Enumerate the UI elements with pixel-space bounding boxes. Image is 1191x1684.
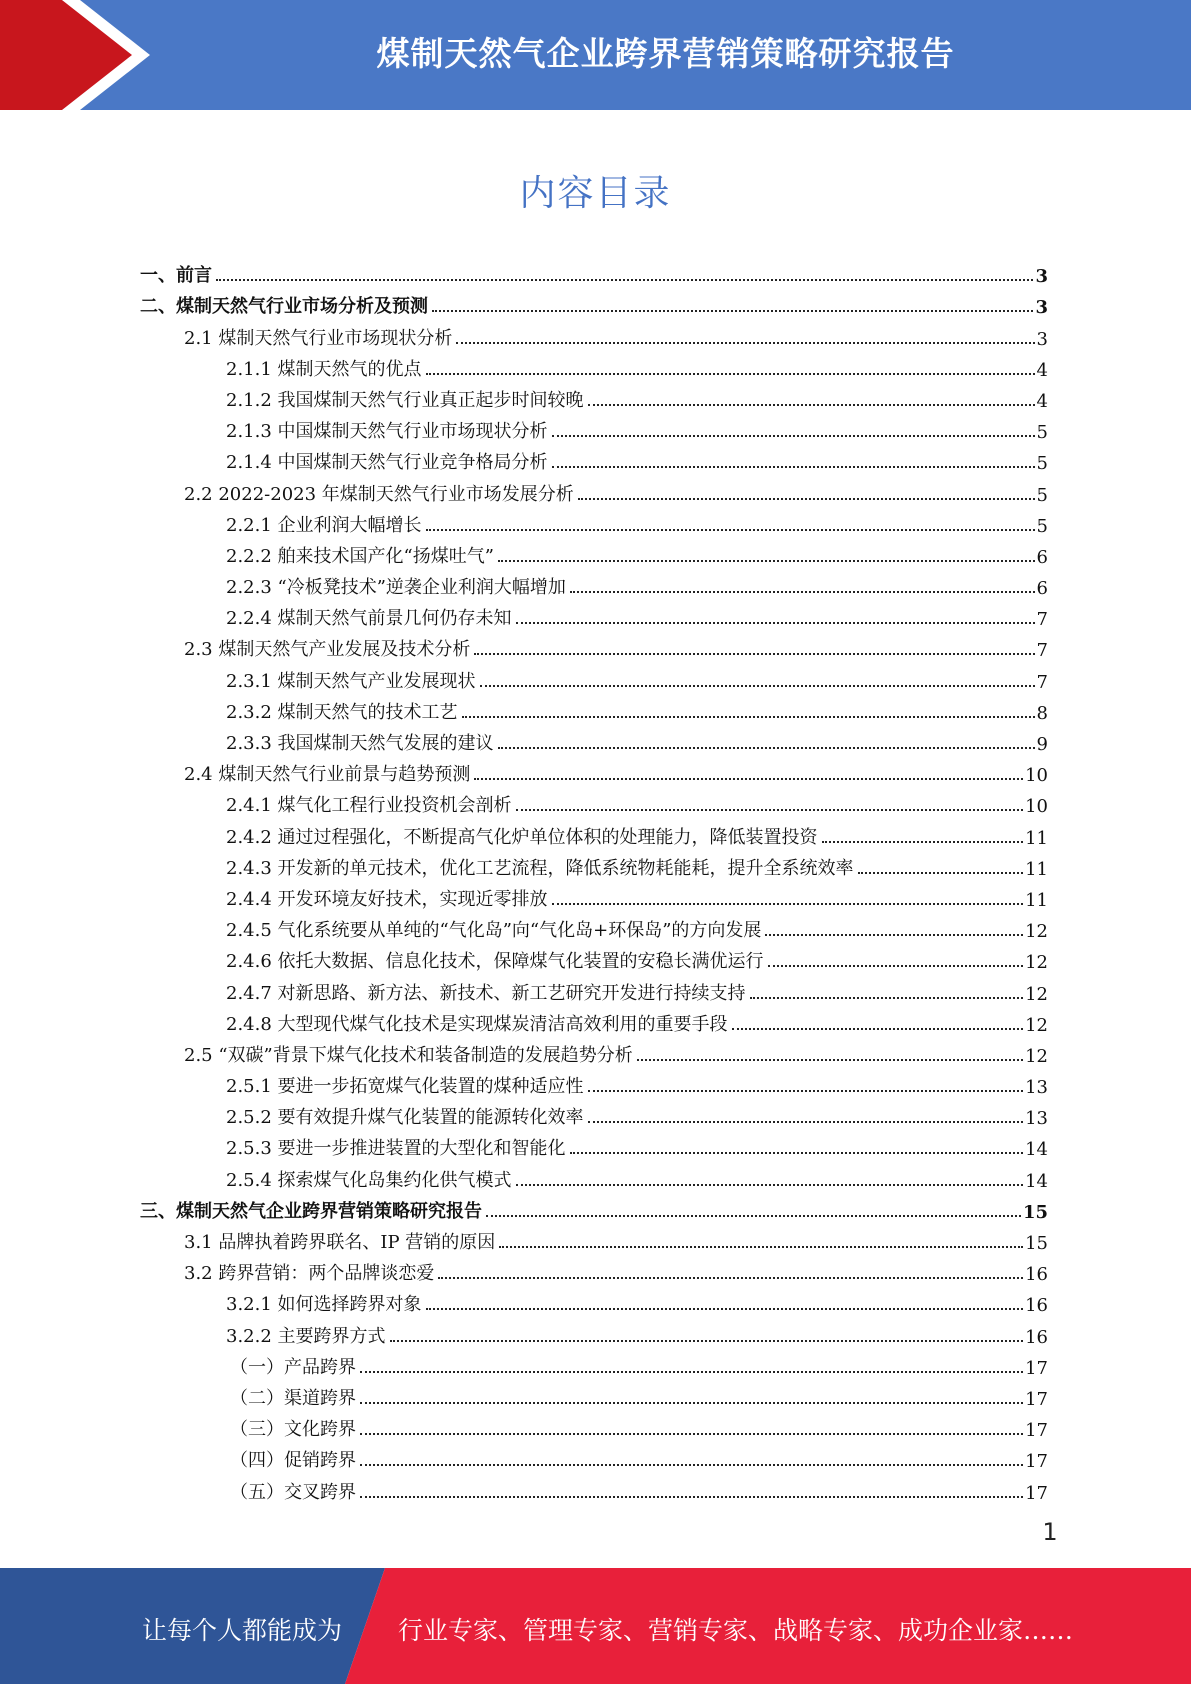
toc-entry[interactable] — [140, 1192, 1048, 1223]
toc-dot-leader — [570, 1152, 1024, 1154]
toc-entry[interactable] — [140, 1410, 1048, 1441]
toc-entry-page: 16 — [1025, 1326, 1048, 1348]
toc-entry[interactable] — [140, 1348, 1048, 1379]
toc-dot-leader — [637, 1059, 1023, 1061]
toc-entry-label: 2.2 2022-2023 年煤制天然气行业市场发展分析 — [184, 483, 574, 505]
toc-dot-leader — [822, 841, 1024, 843]
toc-entry-label: 2.2.1 企业利润大幅增长 — [226, 514, 422, 536]
toc-heading: 内容目录 — [519, 173, 672, 214]
toc-dot-leader — [498, 747, 1035, 749]
toc-dot-leader — [588, 1090, 1024, 1092]
toc-entry[interactable] — [140, 568, 1048, 599]
toc-entry-page: 15 — [1025, 1233, 1048, 1254]
toc-dot-leader — [426, 1308, 1024, 1310]
toc-entry[interactable] — [140, 630, 1048, 661]
toc-entry[interactable] — [140, 287, 1048, 318]
toc-entry-label: 2.3 煤制天然气产业发展及技术分析 — [184, 639, 471, 661]
toc-entry-label: 2.4.1 煤气化工程行业投资机会剖析 — [226, 795, 512, 817]
toc-entry-label: 2.2.3 “冷板凳技术”逆袭企业利润大幅增加 — [226, 577, 566, 599]
page-footer-banner — [0, 1568, 1191, 1684]
toc-entry-page: 17 — [1025, 1420, 1048, 1442]
toc-entry-label: 2.5.4 探索煤气化岛集约化供气模式 — [226, 1169, 512, 1191]
table-of-contents — [140, 256, 1048, 1504]
toc-entry[interactable] — [140, 1223, 1048, 1254]
toc-entry-page: 6 — [1036, 546, 1048, 568]
toc-entry-page: 11 — [1025, 858, 1048, 880]
toc-dot-leader — [552, 466, 1035, 468]
toc-dot-leader — [765, 934, 1023, 936]
toc-entry-label: 2.1 煤制天然气行业市场现状分析 — [184, 327, 453, 349]
toc-entry[interactable] — [140, 537, 1048, 568]
toc-dot-leader — [360, 1371, 1023, 1373]
toc-entry-page: 9 — [1036, 734, 1048, 755]
toc-entry-label: 2.5.1 要进一步拓宽煤气化装置的煤种适应性 — [226, 1076, 584, 1098]
toc-dot-leader — [750, 997, 1024, 999]
toc-dot-leader — [456, 342, 1034, 344]
toc-dot-leader — [858, 872, 1024, 874]
toc-entry-label: 2.3.2 煤制天然气的技术工艺 — [226, 701, 458, 723]
toc-entry-label: 2.1.1 煤制天然气的优点 — [226, 358, 422, 380]
toc-dot-leader — [498, 560, 1035, 562]
toc-entry-page: 7 — [1036, 609, 1048, 631]
toc-entry[interactable] — [140, 1036, 1048, 1067]
toc-entry-page: 7 — [1036, 671, 1048, 693]
toc-entry-label: 2.1.4 中国煤制天然气行业竞争格局分析 — [226, 452, 548, 474]
toc-dot-leader — [768, 965, 1024, 967]
toc-entry[interactable] — [140, 599, 1048, 630]
toc-entry-page: 16 — [1025, 1295, 1048, 1317]
toc-entry[interactable] — [140, 880, 1048, 911]
toc-entry[interactable] — [140, 1285, 1048, 1316]
toc-entry-page: 4 — [1036, 359, 1048, 381]
toc-entry-label: 二、煤制天然气行业市场分析及预测 — [140, 296, 428, 318]
toc-entry[interactable] — [140, 1005, 1048, 1036]
toc-entry[interactable] — [140, 661, 1048, 692]
toc-dot-leader — [432, 310, 1033, 312]
toc-entry[interactable] — [140, 1379, 1048, 1410]
toc-entry-label: 2.4.7 对新思路、新方法、新技术、新工艺研究开发进行持续支持 — [226, 982, 746, 1004]
toc-entry-label: 2.4.6 依托大数据、信息化技术，保障煤气化装置的安稳长满优运行 — [226, 951, 764, 973]
toc-entry-page: 12 — [1025, 952, 1048, 974]
toc-dot-leader — [499, 1246, 1023, 1248]
toc-entry-page: 3 — [1036, 328, 1048, 350]
toc-entry-page: 7 — [1036, 640, 1048, 662]
toc-entry-label: 3.1 品牌执着跨界联名、IP 营销的原因 — [184, 1232, 496, 1253]
toc-entry-page: 13 — [1025, 1108, 1048, 1130]
toc-entry-page: 8 — [1036, 702, 1048, 724]
toc-entry-page: 17 — [1025, 1451, 1048, 1473]
toc-entry[interactable] — [140, 443, 1048, 474]
toc-entry[interactable] — [140, 1254, 1048, 1285]
toc-dot-leader — [426, 373, 1035, 375]
toc-entry-page: 14 — [1025, 1170, 1048, 1192]
toc-dot-leader — [552, 903, 1024, 905]
toc-dot-leader — [360, 1464, 1023, 1466]
toc-entry[interactable] — [140, 1129, 1048, 1160]
toc-dot-leader — [360, 1402, 1023, 1404]
toc-entry-page: 12 — [1025, 921, 1048, 943]
toc-entry[interactable] — [140, 1441, 1048, 1472]
toc-dot-leader — [732, 1028, 1024, 1030]
toc-entry[interactable] — [140, 381, 1048, 412]
toc-dot-leader — [480, 685, 1035, 687]
toc-entry-label: 三、煤制天然气企业跨界营销策略研究报告 — [140, 1200, 482, 1222]
toc-entry[interactable] — [140, 1098, 1048, 1129]
toc-dot-leader — [516, 622, 1035, 624]
toc-entry-label: 2.4.5 气化系统要从单纯的“气化岛”向“气化岛+环保岛”的方向发展 — [226, 920, 762, 942]
toc-entry-label: 2.3.3 我国煤制天然气发展的建议 — [226, 733, 494, 754]
toc-dot-leader — [438, 1277, 1023, 1279]
toc-entry[interactable] — [140, 755, 1048, 786]
toc-entry-label: 2.4.4 开发环境友好技术，实现近零排放 — [226, 888, 548, 910]
toc-entry-label: 2.1.2 我国煤制天然气行业真正起步时间较晚 — [226, 389, 584, 411]
toc-entry-label: （三）文化跨界 — [230, 1419, 356, 1441]
toc-entry-page: 10 — [1025, 765, 1048, 787]
toc-dot-leader — [390, 1340, 1024, 1342]
toc-entry-label: （四）促销跨界 — [230, 1450, 356, 1472]
page-number: 1 — [1042, 1518, 1058, 1546]
toc-dot-leader — [516, 1184, 1024, 1186]
toc-dot-leader — [516, 809, 1024, 811]
toc-entry-label: 2.1.3 中国煤制天然气行业市场现状分析 — [226, 421, 548, 443]
report-title: 煤制天然气企业跨界营销策略研究报告 — [376, 34, 955, 73]
toc-entry-page: 5 — [1036, 484, 1048, 506]
toc-entry-page: 12 — [1025, 983, 1048, 1005]
toc-entry-page: 5 — [1036, 422, 1048, 444]
toc-entry-page: 12 — [1025, 1045, 1048, 1067]
toc-entry-label: （一）产品跨界 — [230, 1356, 356, 1378]
toc-entry-page: 11 — [1025, 889, 1048, 911]
footer-slogan-left: 让每个人都能成为 — [142, 1616, 343, 1645]
toc-entry-page: 16 — [1025, 1264, 1048, 1286]
toc-entry[interactable] — [140, 256, 1048, 287]
toc-dot-leader — [426, 529, 1035, 531]
toc-entry[interactable] — [140, 786, 1048, 817]
toc-entry[interactable] — [140, 506, 1048, 537]
toc-entry[interactable] — [140, 412, 1048, 443]
toc-entry[interactable] — [140, 474, 1048, 505]
toc-entry-label: 2.2.2 舶来技术国产化“扬煤吐气” — [226, 545, 494, 567]
toc-entry-page: 3 — [1035, 297, 1048, 319]
toc-entry[interactable] — [140, 973, 1048, 1004]
toc-entry-label: 2.4 煤制天然气行业前景与趋势预测 — [184, 764, 471, 786]
toc-entry[interactable] — [140, 724, 1048, 755]
toc-entry-label: 2.4.8 大型现代煤气化技术是实现煤炭清洁高效利用的重要手段 — [226, 1013, 728, 1035]
toc-entry-label: 3.2.2 主要跨界方式 — [226, 1325, 386, 1347]
toc-entry-page: 12 — [1025, 1014, 1048, 1036]
toc-dot-leader — [474, 653, 1034, 655]
toc-dot-leader — [216, 279, 1033, 281]
toc-entry[interactable] — [140, 693, 1048, 724]
toc-entry[interactable] — [140, 911, 1048, 942]
toc-entry[interactable] — [140, 1316, 1048, 1347]
footer-slogan-right: 行业专家、管理专家、营销专家、战略专家、成功企业家…… — [398, 1616, 1074, 1645]
toc-entry-label: 2.5 “双碳”背景下煤气化技术和装备制造的发展趋势分析 — [184, 1044, 633, 1066]
toc-entry-page: 5 — [1036, 453, 1048, 475]
toc-entry-label: 2.4.3 开发新的单元技术，优化工艺流程，降低系统物耗能耗，提升全系统效率 — [226, 857, 854, 879]
toc-entry-label: 2.2.4 煤制天然气前景几何仍存未知 — [226, 608, 512, 630]
toc-dot-leader — [570, 591, 1035, 593]
toc-entry[interactable] — [140, 1160, 1048, 1191]
toc-entry-page: 14 — [1025, 1139, 1048, 1161]
toc-dot-leader — [578, 498, 1035, 500]
toc-entry-label: 2.5.3 要进一步推进装置的大型化和智能化 — [226, 1138, 566, 1160]
toc-entry[interactable] — [140, 817, 1048, 848]
page-header-banner — [0, 0, 1191, 110]
toc-entry-page: 11 — [1025, 827, 1048, 849]
toc-entry-page: 10 — [1025, 796, 1048, 818]
toc-entry[interactable] — [140, 942, 1048, 973]
toc-entry-page: 17 — [1025, 1482, 1048, 1504]
toc-entry-page: 17 — [1025, 1388, 1048, 1410]
toc-entry-page: 5 — [1036, 515, 1048, 537]
toc-dot-leader — [552, 435, 1035, 437]
toc-entry[interactable] — [140, 318, 1048, 349]
toc-dot-leader — [360, 1433, 1023, 1435]
toc-dot-leader — [360, 1496, 1023, 1498]
toc-dot-leader — [588, 404, 1035, 406]
toc-entry-page: 13 — [1025, 1077, 1048, 1099]
toc-dot-leader — [474, 778, 1023, 780]
toc-entry-label: （二）渠道跨界 — [230, 1387, 356, 1409]
toc-entry-label: 3.2.1 如何选择跨界对象 — [226, 1294, 422, 1316]
toc-entry-label: 2.5.2 要有效提升煤气化装置的能源转化效率 — [226, 1107, 584, 1129]
toc-entry[interactable] — [140, 849, 1048, 880]
toc-entry-page: 4 — [1036, 390, 1048, 412]
toc-entry-label: 3.2 跨界营销：两个品牌谈恋爱 — [184, 1263, 435, 1285]
toc-entry-page: 15 — [1022, 1201, 1048, 1223]
toc-entry-label: 2.3.1 煤制天然气产业发展现状 — [226, 670, 476, 692]
toc-entry-page: 6 — [1036, 578, 1048, 600]
toc-entry-page: 3 — [1035, 266, 1048, 288]
toc-entry-page: 17 — [1025, 1357, 1048, 1379]
toc-entry[interactable] — [140, 1472, 1048, 1503]
toc-entry-label: （五）交叉跨界 — [230, 1481, 356, 1503]
toc-dot-leader — [486, 1215, 1021, 1217]
toc-dot-leader — [462, 716, 1035, 718]
toc-entry[interactable] — [140, 350, 1048, 381]
toc-dot-leader — [588, 1121, 1024, 1123]
toc-entry-label: 一、前言 — [140, 265, 212, 287]
toc-entry-label: 2.4.2 通过过程强化，不断提高气化炉单位体积的处理能力，降低装置投资 — [226, 826, 818, 848]
toc-entry[interactable] — [140, 1067, 1048, 1098]
